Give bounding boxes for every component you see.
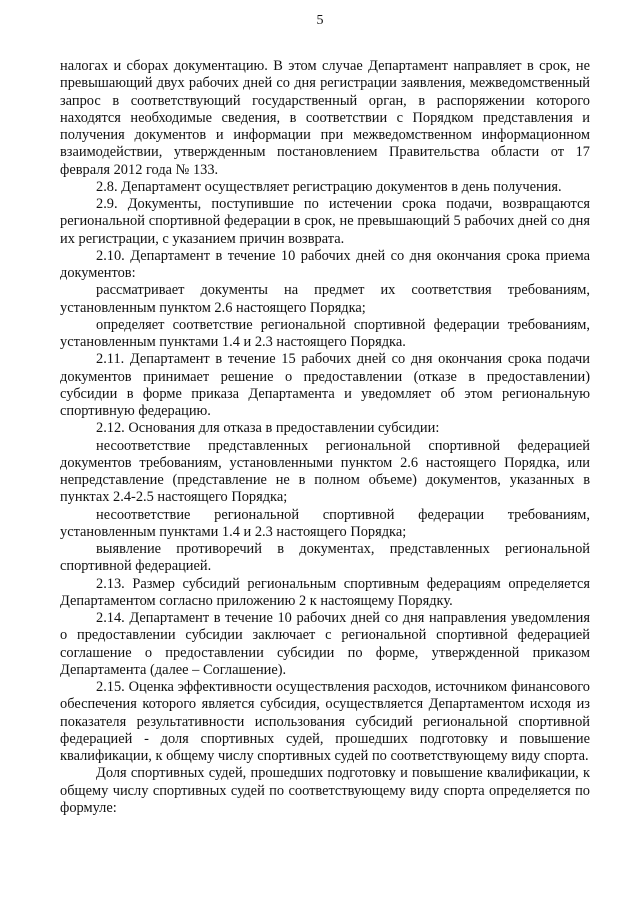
paragraph-2-8: 2.8. Департамент осуществляет регистрацию документов в день получения. xyxy=(96,178,562,195)
paragraph-2-12-item-3: выявление противоречий в документах, представленных региональной спортивной федерацией. xyxy=(60,541,590,575)
paragraph-2-14: 2.14. Департамент в течение 10 рабочих дней со дня направления уведомления о предоставлении субсидии заключает с региональной спортивной федерацией соглашение о предоставлении субсидии по форме, утвержденной приказом Департамента (далее – Соглашение). xyxy=(60,610,590,678)
paragraph-2-10: 2.10. Департамент в течение 10 рабочих дней со дня окончания срока приема документов: xyxy=(60,247,590,281)
page-number: 5 xyxy=(316,13,324,28)
paragraph-2-10-item-1: рассматривает документы на предмет их соответствия требованиям, установленным пунктом 2.6 настоящего Порядка; xyxy=(60,282,590,316)
paragraph-2-12-item-1: несоответствие представленных региональной спортивной федерацией документов требованиям, установленными пунктом 2.6 настоящего Порядка, или непредставление (представление не в полном объеме) документов, указанных в пунктах 2.4-2.5 настоящего Порядка; xyxy=(60,437,590,506)
paragraph-2-12: 2.12. Основания для отказа в предоставлении субсидии: xyxy=(96,420,440,437)
paragraph-2-13: 2.13. Размер субсидий региональным спортивным федерациям определяется Департаментом согласно приложению 2 к настоящему Порядку. xyxy=(60,575,590,609)
paragraph-formula-intro: Доля спортивных судей, прошедших подготовку и повышение квалификации, к общему числу спортивных судей по соответствующему виду спорта определяется по формуле: xyxy=(60,765,590,816)
paragraph-2-12-item-2: несоответствие региональной спортивной федерации требованиям, установленным пунктами 1.4 и 2.3 настоящего Порядка; xyxy=(60,506,590,540)
paragraph-continuation: налогах и сборах документацию. В этом случае Департамент направляет в срок, не превышающий двух рабочих дней со дня регистрации заявления, межведомственный запрос в соответствующий государственный орган, в распоряжении которого находятся необходимые сведения, в соответствии с Порядком представления и получения документов и информации при межведомственном информационном взаимодействии, утвержденным постановлением Правительства области от 17 февраля 2012 года № 133. xyxy=(60,58,590,178)
paragraph-2-15: 2.15. Оценка эффективности осуществления расходов, источником финансового обеспечения которого является субсидия, осуществляется Департаментом исходя из показателя результативности использования субсидий региональной спортивной федерацией - доля спортивных судей, прошедших подготовку и повышение квалификации, к общему числу спортивных судей по соответствующему виду спорта. xyxy=(60,679,590,764)
paragraph-2-11: 2.11. Департамент в течение 15 рабочих дней со дня окончания срока подачи документов принимает решение о предоставлении (отказе в предоставлении) субсидии в форме приказа Департамента и уведомляет об этом региональную спортивную федерацию. xyxy=(60,351,590,419)
paragraph-2-9: 2.9. Документы, поступившие по истечении срока подачи, возвращаются региональной спортивной федерации в срок, не превышающий 5 рабочих дней со дня их регистрации, с указанием причин возврата. xyxy=(60,196,590,247)
paragraph-2-10-item-2: определяет соответствие региональной спортивной федерации требованиям, установленным пунктами 1.4 и 2.3 настоящего Порядка. xyxy=(60,316,590,350)
document-body xyxy=(60,58,590,817)
